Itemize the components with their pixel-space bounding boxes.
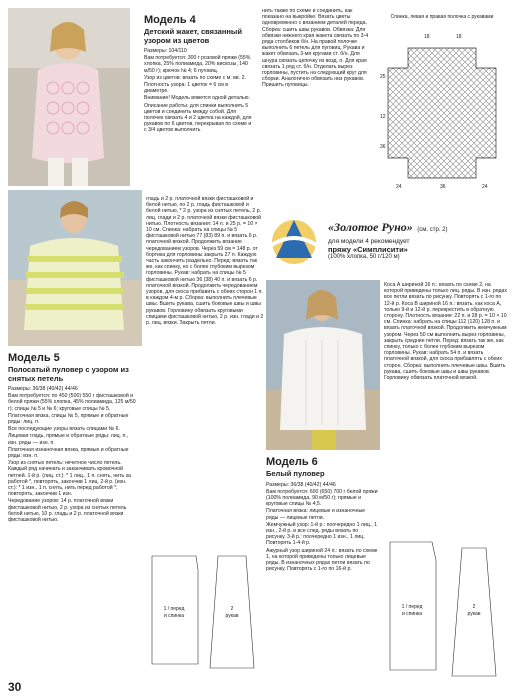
model6-text: Размеры: 36/38 (40/42) 44/46 [266, 481, 336, 488]
model6-photo [266, 280, 380, 450]
svg-text:и спинка: и спинка [163, 613, 185, 619]
golden-fleece-logo [266, 212, 326, 272]
dim-label: 18 [424, 34, 430, 40]
model5-column-1 [8, 352, 136, 524]
banner-text-3: (100% хлопка, 50 г/120 м) [328, 254, 400, 260]
svg-text:рукав: рукав [225, 613, 239, 619]
model5-photo [8, 190, 142, 346]
dim-label: 25 [380, 74, 386, 80]
model4-text: Вам потребуется: 300 г розовой пряжи (55% хлопка, 25% полиамида, 20% вискозы, 140 м/50 г); крючок № 4; 6 пуговиц. [144, 55, 251, 74]
dim-label: 24 [396, 184, 402, 190]
svg-text:и спинка: и спинка [401, 611, 423, 617]
model5-text: Платочная вязка, спицы № 5, прямые и обратные ряды: лиц. п. [8, 412, 129, 426]
dim-label: 12 [380, 114, 386, 120]
model4-column-1 [144, 14, 254, 135]
model4-text: Внимание! Модель вяжется одной деталью. [144, 95, 251, 102]
model4-text: Узор из цветов: вязать по схеме с м. вв. 2. [144, 74, 246, 81]
model6-text: Ажурный узор шириной 24 п.: вязать по схеме 1, на которой приведены только лицевые ряды. В изнаночных рядах петли вязать по рисунку. Повторять с 1-го по 16-й р. [266, 547, 378, 573]
model4-text-cont: нить также по схеме и соединить, как показано на выкройке. Вязать цветы одновременно с вязанием деталей переда. Сборка: сшить швы рукавов. Обвязка: Для обвязки нижнего края жакета связать по 3-4 ряда столбиков б/н. На правой полочке выполнить 6 петель для пуговиц. Рукава и жакет обвязать 3-мя кругами ст. б/н. Для шнура связать цепочку из возд. п. Для края связать 1 ряд ст. б/н. Отделать вырез горловины, пустить на следующий круг для сборки. Аналогично обвязать низ рукавов. Пришить пуговицы. [262, 8, 369, 89]
model5-text: Узор из снятых петель: нечетное число петель. Каждый ряд начинать и заканчивать кромочной петлей. 1-й р. (лиц. ст.): * 1 лиц., 1 п. снять, нить за работой *, повторять, закончив 1 лиц. 2-й р. (изн. ст.): * 1 изн., 1 п. снять, нить перед работой *, повторять, закончив 1 изн. [8, 460, 131, 498]
dim-label: 36 [440, 184, 446, 190]
banner-text-1: для модели 4 рекомендует [328, 238, 410, 245]
model6-pattern-pieces [384, 520, 508, 690]
model6-text: Вам потребуется: 600 (650) 700 г белой пряжи (100% полиамида, 90 м/50 г); прямые и круговые спицы № 4,5. [266, 488, 378, 508]
model6-title: Модель 6 [266, 456, 318, 468]
model5-column-2 [146, 196, 264, 327]
model5-pattern-pieces [146, 544, 262, 690]
model4-text: Описание работы: для спинки выполнить 5 цветов и соединить между собой. Для полочек связать 4 и 2 цветка на каждой, для рукавов по 6 цветов, перекрывая по схеме и с 3/4 цветов выполнить [144, 102, 252, 134]
model6-subtitle: Белый пуловер [266, 469, 325, 478]
model4-column-2 [262, 8, 374, 90]
dim-label: 18 [456, 34, 462, 40]
brand-ref: (см. стр. 2) [417, 227, 448, 233]
model4-text: Размеры: 104/110 [144, 48, 187, 54]
banner-text-2: пряжу «Симплисити» [328, 245, 408, 254]
model5-subtitle: Полосатый пуловер с узором из снятых петель [8, 365, 129, 383]
model6-column-1 [266, 456, 378, 573]
model6-column-2 [384, 282, 508, 382]
model6-text: Жемчужный узор: 1-й р.: поочередно 1 лиц., 1 изн., 2-й р. и все след. ряды вязать по рисунку. 3-й р.: поочередно 1 изн., 1 лиц. Повторять 1-4-й р. [266, 521, 378, 547]
model4-photo [8, 8, 130, 186]
model4-pattern-diagram [378, 8, 506, 196]
model5-text: Чередование узоров: 14 р. платочной вязки фисташковой нитью, 2 р. узора из снятых петель белой нитью, 10 р. гладь и 2 р. платочной вязки фисташковой нитью. [8, 498, 127, 524]
diagram-title: Спинка, левая и правая полочка с рукавами [390, 14, 494, 20]
model5-text: Платочная изнаночная вязка, прямые и обратные ряды: изн. п. [8, 446, 129, 460]
dim-label: 24 [482, 184, 488, 190]
svg-text:рукав: рукав [467, 611, 481, 617]
yarn-recommendation-banner [266, 210, 510, 276]
svg-text:2: 2 [230, 606, 234, 612]
svg-text:1 / перед: 1 / перед [401, 604, 423, 610]
brand-name: «Золотое Руно» [328, 220, 413, 234]
model6-text-cont: Коса А шириной 16 п.: вязать по схеме 2, на которой приведены только лиц. ряды. В изн. рядах все петли вязать по рисунку. Повторять с 1-го по 12-й р. Коса В шириной 16 п.: вязать, как коса А, только 9-й и 12-й р. перекрестить в обратную сторону. Плотность вязания: 22 п. и 28 р. = 10 × 10 см. Спинка: набрать на спицы 112 (120) 128 п. и вязать платочной вязкой. Продолжить жемчужным узором. Через 50 см выполнить вырез горловины, закрыть средние петли. Перед: вязать так же, как спинку, только с более глубоким вырезом горловины. Рукав: набрать 54 п. и вязать платочной вязкой, для скоса прибавлять с обеих сторон. Сборка: выполнить плечевые швы. Вшить рукава, сшить боковые швы и швы рукавов. Горловину обвязать платочной вязкой. [384, 282, 508, 382]
model4-title: Модель 4 [144, 14, 196, 26]
model5-text: Вам потребуется: по 450 (500) 550 г фисташковой и белой пряжи (55% хлопка, 45% полиамида, 125 м/50 г); спицы № 5 и № 6; круговые спицы № 5. [8, 393, 136, 412]
model4-text: Плотность узора: 1 цветок = 6 см в диаметре. [144, 82, 229, 95]
model6-text: Платочная вязка: лицевые и изнаночные ряды — лицевые петли. [266, 508, 366, 521]
svg-text:2: 2 [472, 604, 476, 610]
model5-text: Размеры: 36/38 (40/42) 44/46 [8, 386, 78, 392]
model5-title: Модель 5 [8, 352, 60, 364]
model5-text-cont: гладь и 2 р. платочной вязки фисташковой и белой нитью, по 2 р. гладь фисташковой и белой нитью, * 2 р. узора из снятых петель, 2 р. лиц. глади и 2 р. платочной вязки фисташковой нитью. Плотность вязания: 14 п. и 25 р. = 10 × 10 см. Спинка: набрать на спицы № 5 фисташковой нитью 77 (83) 89 п. и вязать 6 р. платочной вязкой. Продолжить вязание чередованием узоров. Через 59 см = 148 р. от бортика для горловины закрыть 27 п. Каждую часть закончить раздельно. Перед: вязать так же, как спинку, но с более глубоким вырезом горловины. Рукав: набрать на спицы № 5 фисташковой нитью 36 (38) 40 п. и вязать 6 р. платочной вязкой. Продолжить чередованием узоров, для скоса прибавить с обеих сторон 1 п. в каждом 4-м р. Сборка: выполнить плечевые швы. Вшить рукава, сшить боковые швы и швы рукавов. Горловину обвязать круговыми спицами фисташковой нитью, 2 р. изн. глади и 2 р. лиц. вязки. Закрыть петли. [146, 196, 264, 327]
svg-text:1 / перед: 1 / перед [163, 606, 185, 612]
model5-text: Лицевая гладь, прямые и обратные ряды: лиц. п., изн. ряды — изн. п. [8, 433, 129, 446]
dim-label: 36 [380, 144, 386, 150]
page-number: 30 [8, 680, 22, 694]
model4-subtitle: Детский жакет, связанный узором из цветов [144, 27, 242, 45]
model5-text: Все последующие узоры вязать спицами № 6. [8, 426, 120, 433]
